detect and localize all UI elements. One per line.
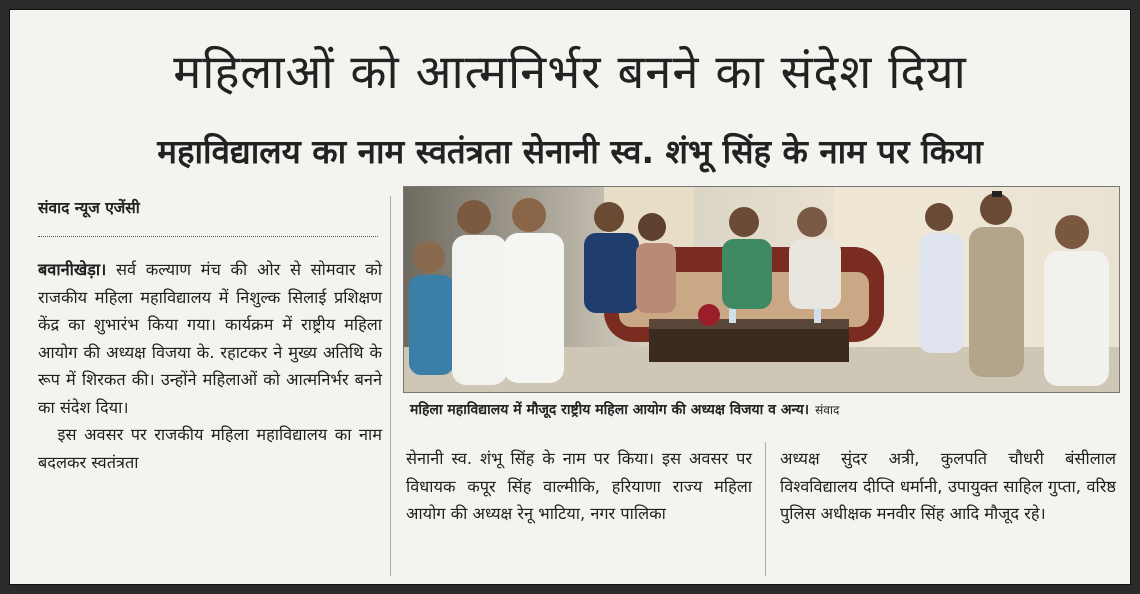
byline: संवाद न्यूज एजेंसी bbox=[38, 199, 140, 217]
column-divider bbox=[765, 442, 766, 576]
photo-illustration bbox=[404, 187, 1119, 392]
news-photo bbox=[403, 186, 1120, 393]
photo-caption bbox=[410, 400, 1116, 419]
column-divider bbox=[390, 196, 391, 576]
paragraph: इस अवसर पर राजकीय महिला महाविद्यालय का नाम बदलकर स्वतंत्रता bbox=[38, 425, 382, 472]
paragraph: अध्यक्ष सुंदर अत्री, कुलपति चौधरी बंसीलाल विश्वविद्यालय दीप्ति धर्मानी, उपायुक्त साहिल गुप्ता, वरिष्ठ पुलिस अधीक्षक मनवीर सिंह आदि मौजूद रहे। bbox=[780, 449, 1116, 523]
article-column-3 bbox=[780, 445, 1116, 528]
newspaper-clipping bbox=[10, 10, 1130, 584]
paragraph: सेनानी स्व. शंभू सिंह के नाम पर किया। इस अवसर पर विधायक कपूर सिंह वाल्मीकि, हरियाणा राज्य महिला आयोग की अध्यक्ष रेनू भाटिया, नगर पालिका bbox=[406, 449, 752, 523]
paragraph: सर्व कल्याण मंच की ओर से सोमवार को राजकीय महिला महाविद्यालय में निशुल्क सिलाई प्रशिक्षण केंद्र का शुभारंभ किया गया। कार्यक्रम में राष्ट्रीय महिला आयोग की अध्यक्ष विजया के. रहाटकर ने मुख्य अतिथि के रूप में शिरकत की। उन्होंने महिलाओं को आत्मनिर्भर बनने का संदेश दिया। bbox=[38, 260, 382, 417]
subheadline: महाविद्यालय का नाम स्वतंत्रता सेनानी स्व. शंभू सिंह के नाम पर किया bbox=[157, 132, 983, 171]
article-column-2 bbox=[406, 445, 752, 528]
caption-text: महिला महाविद्यालय में मौजूद राष्ट्रीय महिला आयोग की अध्यक्ष विजया व अन्य। bbox=[410, 402, 810, 418]
byline-divider bbox=[38, 236, 378, 237]
article-column-1 bbox=[38, 256, 382, 476]
photo-credit: संवाद bbox=[815, 403, 840, 417]
dateline: बवानीखेड़ा। bbox=[38, 260, 107, 279]
headline: महिलाओं को आत्मनिर्भर बनने का संदेश दिया bbox=[173, 45, 967, 100]
